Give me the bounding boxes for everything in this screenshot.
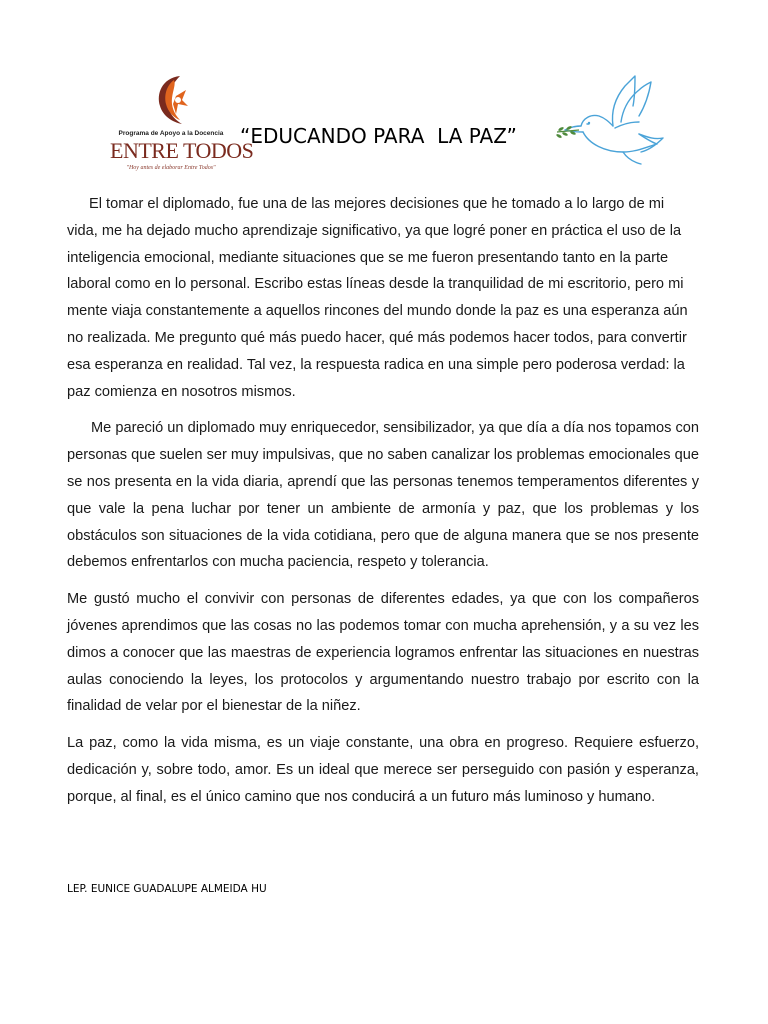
- document-title: “EDUCANDO PARA LA PAZ”: [240, 124, 517, 148]
- logo-brand-name: ENTRE TODOS: [110, 138, 254, 163]
- dove-icon: [553, 72, 667, 168]
- logo-tagline: "Hoy antes de elaborar Entre Todos": [126, 165, 216, 171]
- entre-todos-emblem-icon: [152, 72, 190, 128]
- entre-todos-logo: [110, 72, 254, 182]
- document-body: [67, 191, 699, 821]
- logo-subtitle: Programa de Apoyo a la Docencia: [118, 130, 224, 137]
- author-signature: LEP. EUNICE GUADALUPE ALMEIDA HU: [67, 883, 267, 895]
- paragraph-3: Me gustó mucho el convivir con personas de diferentes edades, ya que con los compañeros jóvenes aprendimos que las cosas no las podemos tomar con mucha aprehensión, y a su vez les dimos a conocer que las maestras de experiencia logramos enfrentar las situaciones en nuestras aulas conociendo la leyes, los protocolos y argumentando nuestro trabajo por escrito con la finalidad de velar por el bienestar de la niñez.: [67, 591, 699, 715]
- paragraph-1: El tomar el diplomado, fue una de las mejores decisiones que he tomado a lo largo de mi vida, me ha dejado mucho aprendizaje significativo, ya que logré poner en práctica el uso de la inteligencia emocional, mediante situaciones que se me fueron presentando tanto en la parte laboral como en lo personal. Escribo estas líneas desde la tranquilidad de mi escritorio, pero mi mente viaja constantemente a aquellos rincones del mundo donde la paz es una esperanza aún no realizada. Me pregunto qué más puedo hacer, qué más podemos hacer todos, para convertir esa esperanza en realidad. Tal vez, la respuesta radica en una simple pero poderosa verdad: la paz comienza en nosotros mismos.: [67, 196, 688, 400]
- paragraph-2: Me pareció un diplomado muy enriquecedor, sensibilizador, ya que día a día nos topamos con personas que suelen ser muy impulsivas, que no saben canalizar los problemas emocionales que se nos presenta en la vida diaria, aprendí que las personas tenemos temperamentos diferentes y que vale la pena luchar por tener un ambiente de armonía y paz, que los problemas y los obstáculos son situaciones de la vida cotidiana, pero que de alguna manera que se nos presente debemos enfrentarlos con mucha paciencia, respeto y tolerancia.: [67, 420, 699, 571]
- paragraph-4: La paz, como la vida misma, es un viaje constante, una obra en progreso. Requiere esfuerzo, dedicación y, sobre todo, amor. Es un ideal que merece ser perseguido con pasión y esperanza, porque, al final, es el único camino que nos conducirá a un futuro más luminoso y humano.: [67, 735, 699, 805]
